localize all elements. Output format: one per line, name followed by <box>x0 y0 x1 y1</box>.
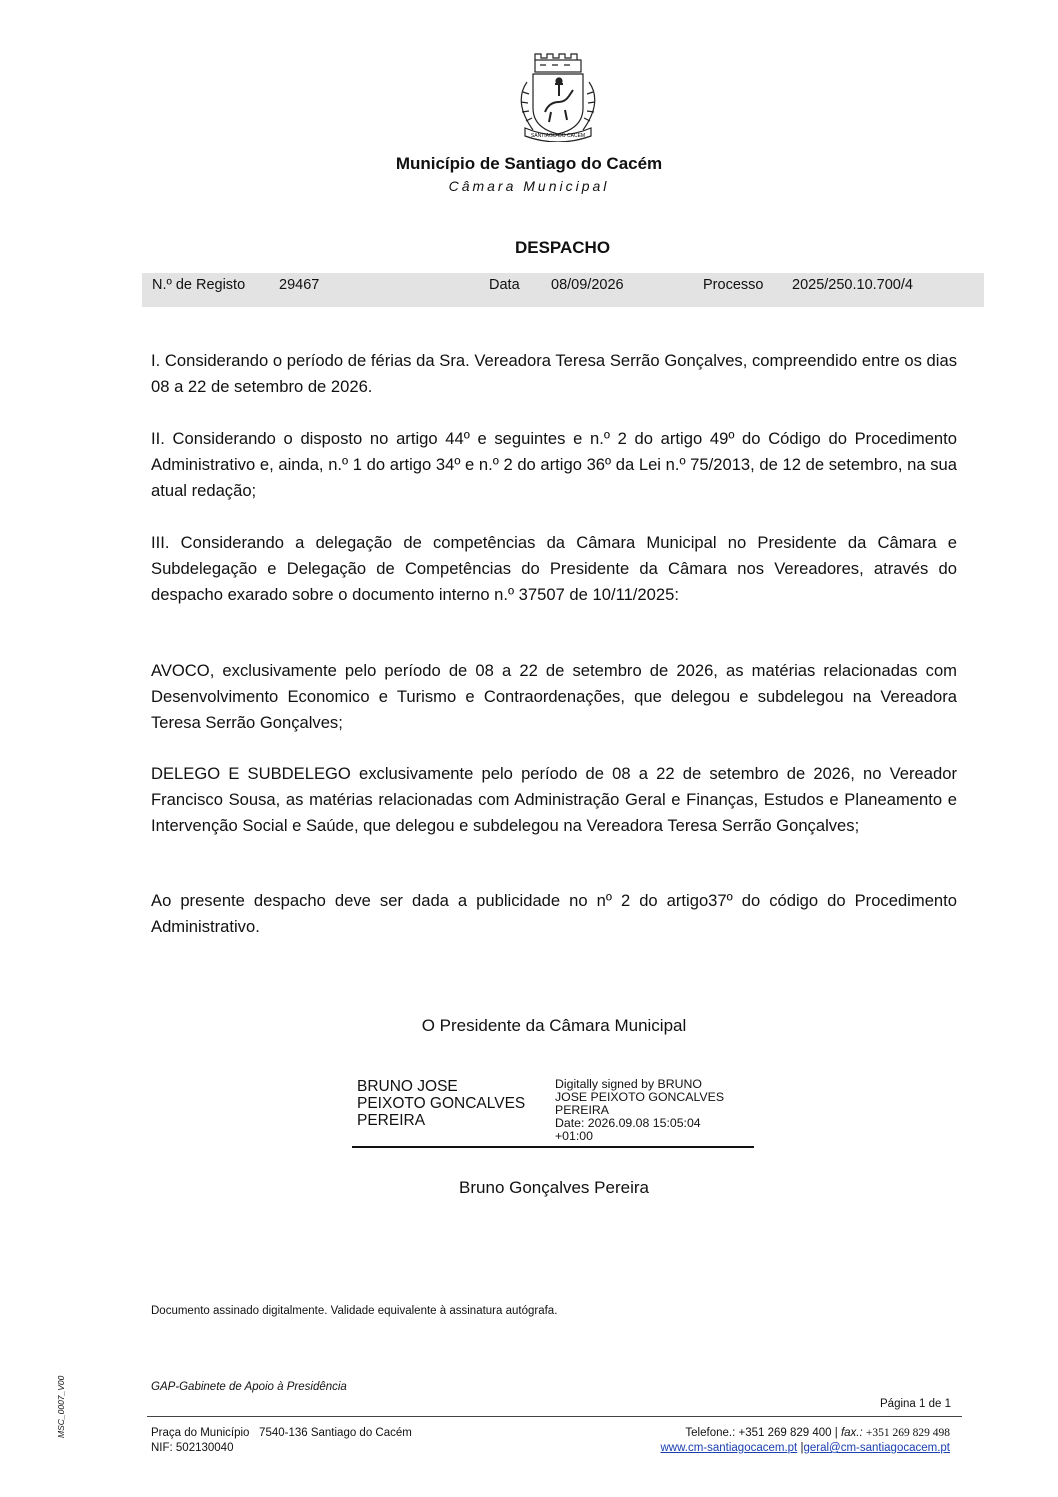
signature-name-line: PEIXOTO GONCALVES <box>357 1095 526 1112</box>
organization-subtitle: Câmara Municipal <box>448 178 610 194</box>
digital-signature-block <box>352 1074 754 1150</box>
department-name: GAP-Gabinete de Apoio à Presidência <box>151 1381 347 1393</box>
paragraph-2-text: II. Considerando o disposto no artigo 44º e seguintes e n.º 2 do artigo 49º do Código do Procedimento Administrativo e, ainda, n.º 1 do artigo 34º e n.º 2 do artigo 36º da Lei n.º 75/2013, de 12 de setembro, na sua atual redação; <box>151 429 957 500</box>
signature-meta-line: Digitally signed by BRUNO <box>555 1077 702 1091</box>
signature-name-line: BRUNO JOSE <box>357 1078 458 1095</box>
fax-label: fax.: <box>840 1427 863 1439</box>
municipal-crest-logo <box>499 52 617 142</box>
paragraph-4 <box>151 658 957 736</box>
date-value: 08/09/2026 <box>551 277 624 293</box>
process-label: Processo <box>703 277 764 293</box>
registry-number-label: N.º de Registo <box>152 277 246 293</box>
paragraph-5 <box>151 761 957 839</box>
paragraph-6-text: Ao presente despacho deve ser dada a publicidade no nº 2 do artigo37º do código do Procedimento Administrativo. <box>151 891 957 936</box>
signature-metadata <box>555 1078 755 1143</box>
organization-name: Município de Santiago do Cacém <box>395 154 663 173</box>
signature-meta-line: Date: 2026.09.08 15:05:04 <box>555 1116 701 1130</box>
form-code-text: MSC_0007_V00 <box>56 1375 66 1438</box>
address-label: Praça do Município <box>151 1427 250 1439</box>
paragraph-3-text: III. Considerando a delegação de competências da Câmara Municipal no Presidente da Câmara e Subdelegação e Delegação de Competências do Presidente da Câmara nos Vereadores, através do despacho exarado sobre o documento interno n.º 37507 de 10/11/2025: <box>151 533 957 604</box>
signature-rule <box>352 1146 754 1148</box>
footer-divider <box>147 1416 962 1417</box>
signatory-title: O Presidente da Câmara Municipal <box>421 1016 687 1035</box>
fax-value: +351 269 829 498 <box>865 1427 950 1439</box>
footer-contact-block: Telefone.: +351 269 829 400 | fax.: +351 269 829 498 www.cm-santiagocacem.pt |geral@cm-santiagocacem.pt <box>660 1427 950 1454</box>
registry-number-value: 29467 <box>279 277 320 293</box>
paragraph-4-text: AVOCO, exclusivamente pelo período de 08 a 22 de setembro de 2026, as matérias relacionadas com Desenvolvimento Economico e Turismo e Contraordenações, que delegou e subdelegou na Vereadora Teresa Serrão Gonçalves; <box>151 661 957 732</box>
paragraph-1 <box>151 348 957 400</box>
paragraph-3 <box>151 530 957 608</box>
address-value: 7540-136 Santiago do Cacém <box>259 1427 412 1439</box>
crest-motto: SANTIAGO DO CACEM <box>530 133 586 139</box>
signature-name <box>357 1078 552 1129</box>
signature-meta-line: JOSE PEIXOTO GONCALVES <box>555 1090 725 1104</box>
signer-name: Bruno Gonçalves Pereira <box>459 1178 649 1197</box>
paragraph-1-text: I. Considerando o período de férias da Sra. Vereadora Teresa Serrão Gonçalves, compreendido entre os dias 08 a 22 de setembro de 2026. <box>151 351 957 396</box>
paragraph-6 <box>151 888 957 940</box>
digital-signature-note: Documento assinado digitalmente. Validade equivalente à assinatura autógrafa. <box>151 1305 558 1317</box>
registry-info-bar <box>142 273 984 307</box>
signature-name-line: PEREIRA <box>357 1112 426 1129</box>
date-label: Data <box>489 277 520 293</box>
footer-address-block <box>151 1426 412 1456</box>
signature-meta-line: +01:00 <box>555 1129 593 1143</box>
page-number: Página 1 de 1 <box>880 1398 951 1410</box>
paragraph-5-text: DELEGO E SUBDELEGO exclusivamente pelo período de 08 a 22 de setembro de 2026, no Vereador Francisco Sousa, as matérias relacionadas com Administração Geral e Finanças, Estudos e Planeamento e Intervenção Social e Saúde, que delegou e subdelegou na Vereadora Teresa Serrão Gonçalves; <box>151 764 957 835</box>
paragraph-2 <box>151 426 957 504</box>
tax-number: NIF: 502130040 <box>151 1442 234 1454</box>
process-value: 2025/250.10.700/4 <box>792 277 913 293</box>
document-type-title: DESPACHO <box>514 238 611 257</box>
email-link[interactable]: geral@cm-santiagocacem.pt <box>803 1442 950 1454</box>
form-code <box>56 1375 76 1446</box>
phone-label: Telefone.: <box>685 1427 736 1439</box>
phone-value: +351 269 829 400 <box>738 1427 832 1439</box>
signature-meta-line: PEREIRA <box>555 1103 609 1117</box>
website-link[interactable]: www.cm-santiagocacem.pt <box>660 1442 798 1454</box>
